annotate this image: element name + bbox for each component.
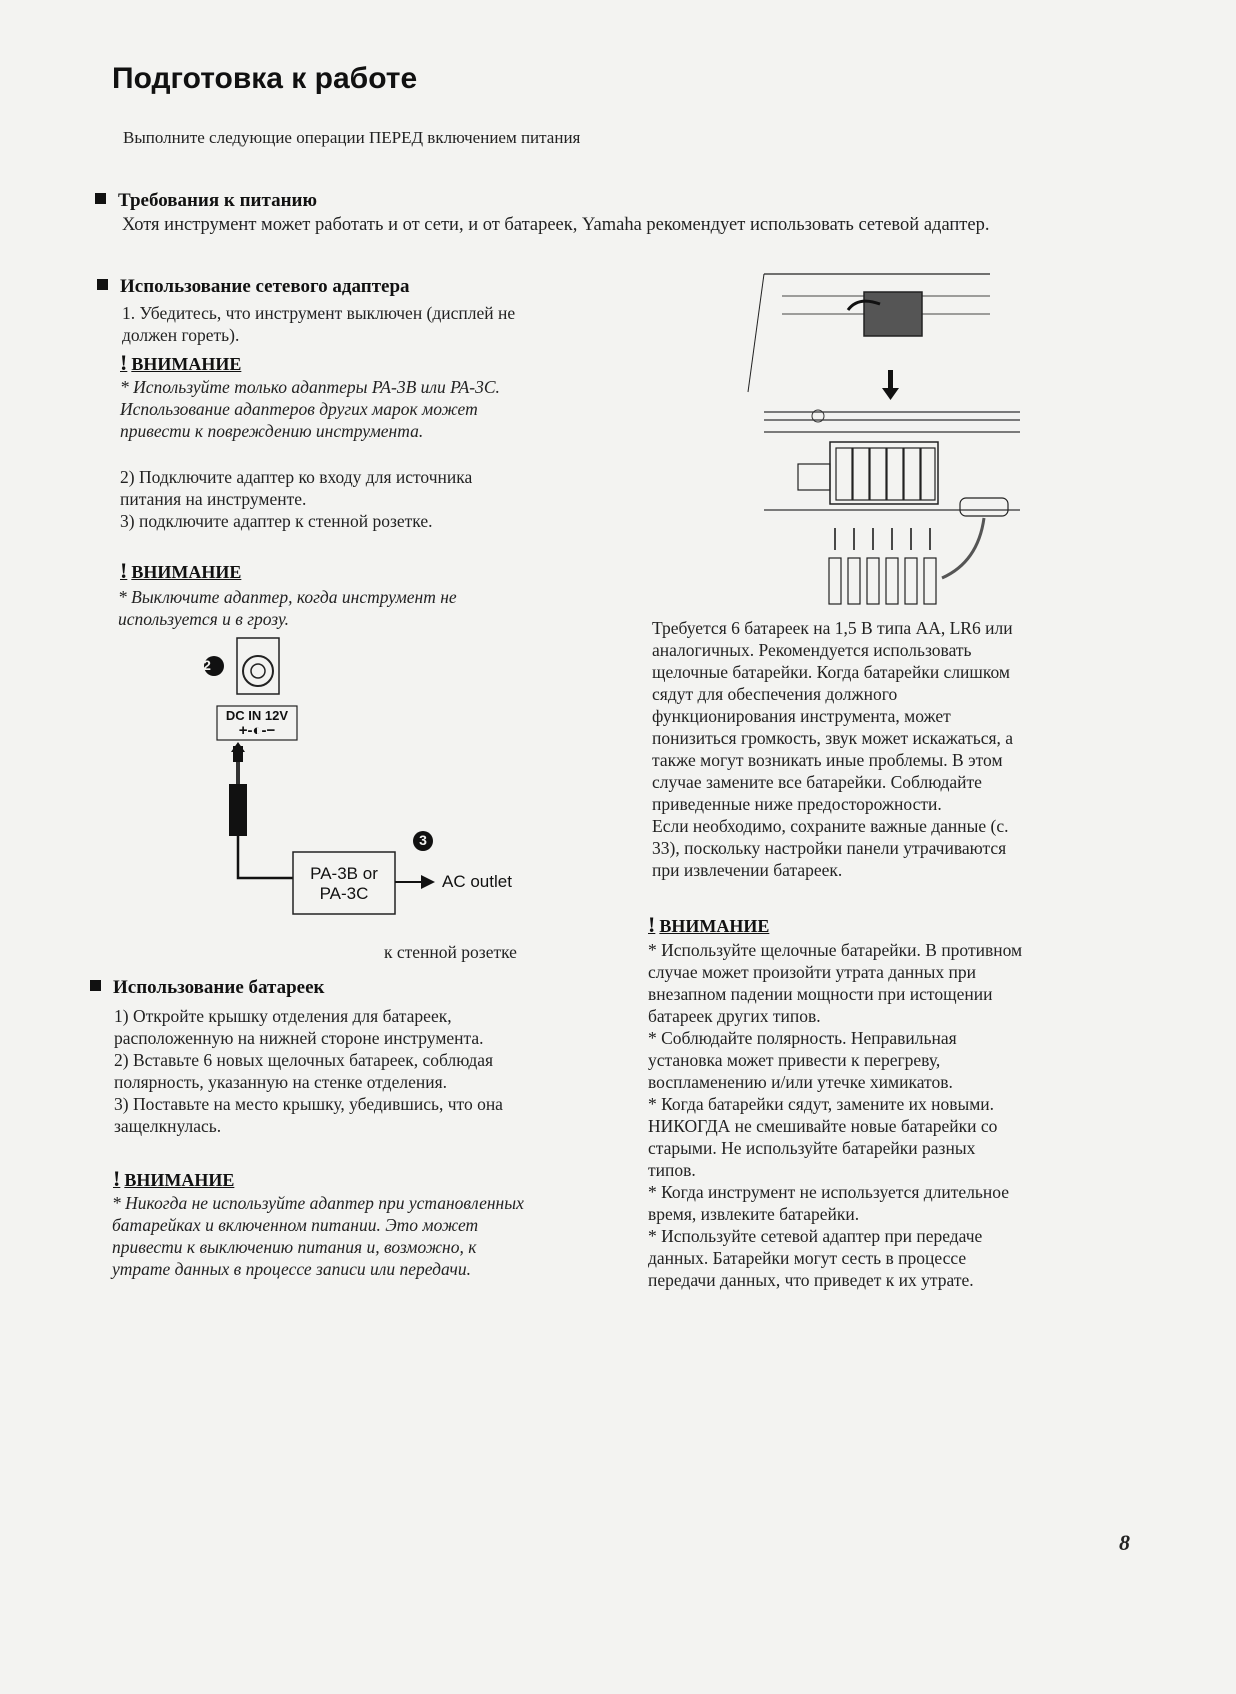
batteries-heading: [90, 977, 324, 999]
adapter-plug: [229, 784, 247, 836]
warning-label: ВНИМАНИЕ: [131, 354, 242, 374]
adapter-cable: [238, 836, 293, 878]
arrows-up-icon: [835, 528, 930, 550]
polarity-symbol: +-◐-−: [238, 722, 276, 739]
battery-icons: [829, 558, 936, 604]
step-number-3: 3: [419, 832, 427, 848]
installed-batteries: [836, 448, 935, 500]
batteries-warning-text: * Никогда не используйте адаптер при установленных батарейках и включенном питании. Это может привести к выключению питания и, возможно, к утрате данных в процессе записи или передачи.: [112, 1193, 524, 1279]
bullet-icon: [90, 980, 101, 991]
exclamation-icon: !: [648, 912, 656, 937]
page-number: 8: [1119, 1530, 1130, 1555]
exclamation-icon: !: [120, 350, 128, 375]
adapter-warning-1-title: [120, 350, 241, 376]
warning-label: ВНИМАНИЕ: [659, 916, 770, 936]
exclamation-icon: !: [120, 558, 128, 583]
bullet-icon: [97, 279, 108, 290]
right-warning-text: * Используйте щелочные батарейки. В противном случае может произойти утрата данных при внезапном падении мощности при истощении батареек других типов. * Соблюдайте полярность. Неправильная установка может привести к перегреву, воспламенению и/или утечке химикатов. * Когда батарейки сядут, замените их новыми. НИКОГДА не смешивайте новые батарейки со старыми. Не используйте батарейки разных типов. * Когда инструмент не используется длительное время, извлеките батарейки. * Используйте сетевой адаптер при передаче данных. Батарейки могут сесть в процессе передачи данных, что приведет к их утрате.: [648, 940, 1023, 1290]
battery-compartment-illustration: [740, 272, 1020, 612]
batteries-heading-label: Использование батареек: [113, 977, 325, 998]
warning-label: ВНИМАНИЕ: [131, 562, 242, 582]
insert-arrow-icon: [942, 518, 984, 578]
power-heading-label: Требования к питанию: [118, 190, 317, 211]
page-title: Подготовка к работе: [112, 62, 418, 95]
adapter-heading-label: Использование сетевого адаптера: [120, 276, 410, 297]
adapter-step-1: 1. Убедитесь, что инструмент выключен (дисплей не должен гореть).: [122, 303, 516, 345]
arrow-right-icon: [421, 875, 435, 889]
battery-cover: [864, 292, 922, 336]
batteries-warning-title: [113, 1166, 234, 1192]
battery-description: Требуется 6 батареек на 1,5 В типа AA, LR6 или аналогичных. Рекомендуется использовать щелочные батарейки. Когда батарейки слишком сядут для обеспечения должного функционирования инструмента, может понизиться громкость, звук может искажаться, а также могут возникать иные проблемы. В этом случае замените все батарейки. Соблюдайте приведенные ниже предосторожности. Если необходимо, сохраните важные данные (с. 33), поскольку настройки панели утрачиваются при извлечении батареек.: [652, 618, 1014, 880]
power-heading: [95, 190, 317, 212]
adapter-model-label: PA-3B or PA-3C: [310, 864, 378, 903]
adapter-warning-1-text: * Используйте только адаптеры PA-3B или PA-3C. Использование адаптеров других марок может привести к повреждению инструмента.: [120, 377, 500, 441]
step-number-2: 2: [203, 657, 211, 673]
adapter-warning-2-text: * Выключите адаптер, когда инструмент не используется и в грозу.: [118, 587, 457, 629]
power-text: Хотя инструмент может работать и от сети, и от батареек, Yamaha рекомендует использовать сетевой адаптер.: [122, 215, 990, 235]
adapter-steps-2-3: 2) Подключите адаптер ко входу для источника питания на инструменте. 3) подключите адаптер к стенной розетке.: [120, 467, 473, 531]
adapter-warning-2-title: [120, 558, 241, 584]
diagram-caption: к стенной розетке: [384, 942, 517, 962]
arrow-down-icon: [888, 370, 893, 390]
intro-text: Выполните следующие операции ПЕРЕД включением питания: [123, 128, 581, 147]
exclamation-icon: !: [113, 1166, 121, 1191]
dc-in-label: DC IN 12V: [225, 708, 289, 723]
right-warning-title: [648, 912, 769, 938]
ac-outlet-label: AC outlet: [442, 872, 512, 891]
adapter-heading: [97, 276, 410, 298]
bullet-icon: [95, 193, 106, 204]
dc-jack-icon: [243, 656, 273, 686]
battery-compartment: [830, 442, 938, 504]
batteries-steps: 1) Откройте крышку отделения для батареек, расположенную на нижней стороне инструмента. 2) Вставьте 6 новых щелочных батареек, соблюдая полярность, указанную на стенке отделения. 3) Поставьте на место крышку, убедившись, что она защелкнулась.: [114, 1006, 503, 1136]
warning-label: ВНИМАНИЕ: [124, 1170, 235, 1190]
